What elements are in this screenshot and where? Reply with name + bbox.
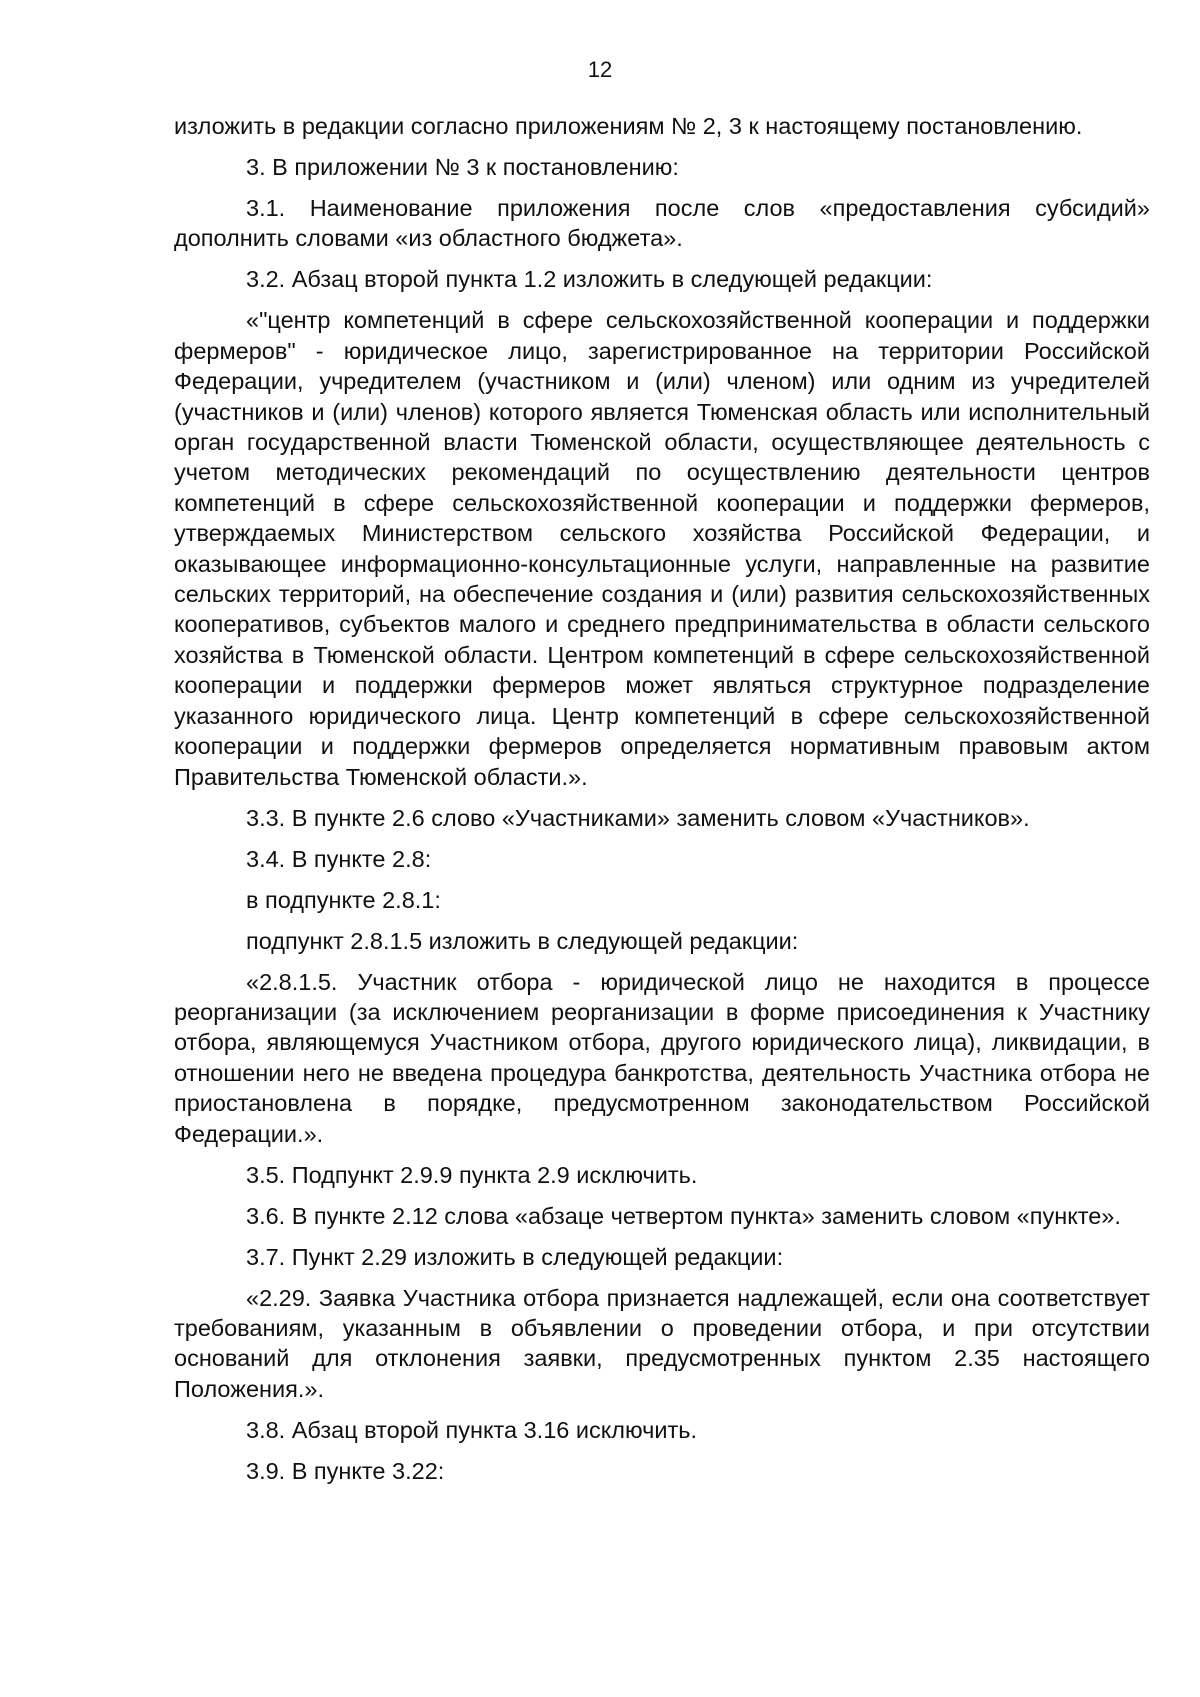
paragraph-item-3-5: 3.5. Подпункт 2.9.9 пункта 2.9 исключить.	[246, 1161, 698, 1188]
paragraph-quote-2-29: «2.29. Заявка Участника отбора признается надлежащей, если она соответствует требованиям, указанным в объявлении о проведении отбора, и при отсутствии оснований для отклонения заявки, предусмотренных пунктом 2.35 настоящего Положения.».	[174, 1284, 1150, 1402]
paragraph-quote-competence-center: «"центр компетенций в сфере сельскохозяйственной кооперации и поддержки фермеров" - юридическое лицо, зарегистрированное на территории Российской Федерации, учредителем (участником и (или) членом) или одним из учредителей (участников и (или) членов) которого является Тюменская область или исполнительный орган государственной власти Тюменской области, осуществляющее деятельность с учетом методических рекомендаций по осуществлению деятельности центров компетенций в сфере сельскохозяйственной кооперации и поддержки фермеров, утверждаемых Министерством сельского хозяйства Российской Федерации, и оказывающее информационно-консультационные услуги, направленные на развитие сельских территорий, на обеспечение создания и (или) развития сельскохозяйственных кооперативов, субъектов малого и среднего предпринимательства в области сельского хозяйства в Тюменской области. Центром компетенций в сфере сельскохозяйственной кооперации и поддержки фермеров может являться структурное подразделение указанного юридического лица. Центр компетенций в сфере сельскохозяйственной кооперации и поддержки фермеров определяется нормативным правовым актом Правительства Тюменской области.».	[174, 307, 1150, 790]
paragraph-item-3-2: 3.2. Абзац второй пункта 1.2 изложить в следующей редакции:	[246, 266, 933, 293]
page-number: 12	[587, 57, 613, 82]
paragraph-subitem-2-8-1-5: подпункт 2.8.1.5 изложить в следующей редакции:	[246, 927, 799, 954]
paragraph-item-3-6: 3.6. В пункте 2.12 слова «абзаце четвертом пункта» заменить словом «пункте».	[246, 1202, 1121, 1229]
paragraph-item-3-9: 3.9. В пункте 3.22:	[246, 1457, 445, 1484]
paragraph-subitem-2-8-1: в подпункте 2.8.1:	[246, 886, 441, 913]
document-body	[174, 111, 1150, 1497]
paragraph-quote-2-8-1-5: «2.8.1.5. Участник отбора - юридической лицо не находится в процессе реорганизации (за исключением реорганизации в форме присоединения к Участнику отбора, являющемуся Участником отбора, другого юридического лица), ликвидации, в отношении него не введена процедура банкротства, деятельность Участника отбора не приостановлена в порядке, предусмотренном законодательством Российской Федерации.».	[174, 968, 1150, 1147]
paragraph-item-3-3: 3.3. В пункте 2.6 слово «Участниками» заменить словом «Участников».	[246, 804, 1030, 831]
paragraph-item-3-7: 3.7. Пункт 2.29 изложить в следующей редакции:	[246, 1243, 784, 1270]
paragraph-continuation: изложить в редакции согласно приложениям № 2, 3 к настоящему постановлению.	[174, 113, 1083, 139]
paragraph-item-3: 3. В приложении № 3 к постановлению:	[246, 154, 679, 180]
paragraph-item-3-1: 3.1. Наименование приложения после слов «предоставления субсидий» дополнить словами «из областного бюджета».	[174, 195, 1150, 252]
paragraph-item-3-8: 3.8. Абзац второй пункта 3.16 исключить.	[246, 1416, 698, 1443]
paragraph-item-3-4: 3.4. В пункте 2.8:	[246, 845, 432, 872]
